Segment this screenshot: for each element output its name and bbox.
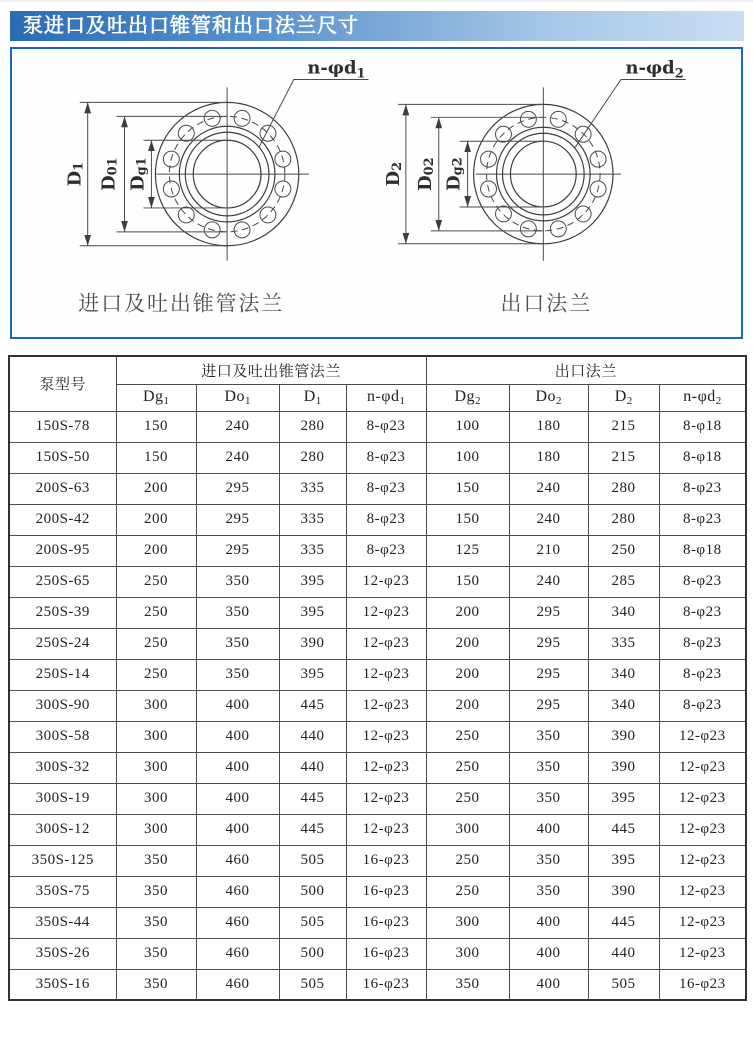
table-row <box>9 814 746 845</box>
dimension-value-cell: 350 <box>116 876 196 907</box>
dimension-value-cell: 12-φ23 <box>659 721 746 752</box>
pump-model-cell: 200S-95 <box>9 535 116 566</box>
table-row <box>9 442 746 473</box>
dimension-value-cell: 16-φ23 <box>346 845 426 876</box>
page-title: 泵进口及吐出口锥管和出口法兰尺寸 <box>23 15 359 37</box>
dimension-value-cell: 8-φ23 <box>346 473 426 504</box>
dimension-value-cell: 280 <box>279 411 346 442</box>
dimension-value-cell: 400 <box>509 907 588 938</box>
pump-model-cell: 250S-39 <box>9 597 116 628</box>
dimension-value-cell: 240 <box>509 473 588 504</box>
dimension-value-cell: 240 <box>509 504 588 535</box>
table-row <box>9 566 746 597</box>
table-row <box>9 752 746 783</box>
dimension-value-cell: 250 <box>116 597 196 628</box>
dimension-value-cell: 350 <box>116 938 196 969</box>
dimension-value-cell: 395 <box>279 659 346 690</box>
dimension-value-cell: 200 <box>426 628 509 659</box>
dimension-value-cell: 335 <box>588 628 659 659</box>
dimension-value-cell: 460 <box>196 969 279 1000</box>
dimension-value-cell: 8-φ18 <box>659 411 746 442</box>
table-body <box>9 411 746 1000</box>
outlet-flange-drawing <box>377 49 742 337</box>
dimension-value-cell: 505 <box>279 969 346 1000</box>
dimension-value-cell: 210 <box>509 535 588 566</box>
dimension-value-cell: 350 <box>509 721 588 752</box>
dimension-value-cell: 12-φ23 <box>659 752 746 783</box>
bolt-holes-label: $n-\varphi d_2$ <box>625 57 684 82</box>
dimension-value-cell: 300 <box>116 814 196 845</box>
page-title-bar <box>10 11 744 41</box>
dimension-value-cell: 440 <box>279 721 346 752</box>
dimension-value-cell: 460 <box>196 845 279 876</box>
pump-model-cell: 300S-58 <box>9 721 116 752</box>
dimension-value-cell: 250 <box>116 628 196 659</box>
dimension-value-cell: 12-φ23 <box>659 783 746 814</box>
dimension-value-cell: 295 <box>509 597 588 628</box>
dimension-value-cell: 250 <box>426 845 509 876</box>
dimension-value-cell: 440 <box>279 752 346 783</box>
dimension-value-cell: 200 <box>426 690 509 721</box>
dimension-value-cell: 8-φ23 <box>659 504 746 535</box>
table-row <box>9 721 746 752</box>
pump-model-cell: 350S-16 <box>9 969 116 1000</box>
dimension-value-cell: 8-φ23 <box>346 411 426 442</box>
col-header-n-d2: $n-\varphi d_2$ <box>659 384 746 411</box>
dimension-value-cell: 8-φ23 <box>659 473 746 504</box>
dimension-value-cell: 280 <box>588 473 659 504</box>
dimension-value-cell: 350 <box>509 752 588 783</box>
table-row <box>9 659 746 690</box>
dimension-value-cell: 335 <box>279 535 346 566</box>
dimension-value-cell: 350 <box>196 566 279 597</box>
dimension-value-cell: 150 <box>116 442 196 473</box>
pump-model-cell: 200S-42 <box>9 504 116 535</box>
dimension-value-cell: 350 <box>116 907 196 938</box>
dimension-value-cell: 395 <box>588 783 659 814</box>
dimension-value-cell: 390 <box>588 721 659 752</box>
pump-model-cell: 350S-125 <box>9 845 116 876</box>
dimension-value-cell: 240 <box>196 442 279 473</box>
bolt-holes-leader-line <box>575 79 686 147</box>
dimension-value-cell: 285 <box>588 566 659 597</box>
dimension-value-cell: 350 <box>426 969 509 1000</box>
dimension-value-cell: 12-φ23 <box>346 721 426 752</box>
dimension-value-cell: 400 <box>196 690 279 721</box>
dimension-value-cell: 505 <box>279 845 346 876</box>
dimension-value-cell: 335 <box>279 473 346 504</box>
dimension-value-cell: 150 <box>116 411 196 442</box>
table-row <box>9 969 746 1000</box>
dimension-value-cell: 295 <box>509 659 588 690</box>
dimension-value-cell: 350 <box>196 659 279 690</box>
dimension-value-cell: 12-φ23 <box>659 814 746 845</box>
col-header-pump-model: 泵型号 <box>9 356 116 411</box>
dimension-value-cell: 505 <box>588 969 659 1000</box>
dimension-value-cell: 500 <box>279 876 346 907</box>
dimension-value-cell: 12-φ23 <box>346 814 426 845</box>
group-header-inlet-flange: 进口及吐出锥管法兰 <box>116 356 426 384</box>
dimension-value-cell: 295 <box>509 628 588 659</box>
dimension-value-cell: 100 <box>426 442 509 473</box>
dimension-value-cell: 200 <box>116 535 196 566</box>
dimension-value-cell: 8-φ18 <box>659 535 746 566</box>
group-header-outlet-flange: 出口法兰 <box>426 356 746 384</box>
pump-model-cell: 350S-75 <box>9 876 116 907</box>
table-row <box>9 535 746 566</box>
dim-label-d2: $D_2$ <box>381 161 404 187</box>
dimension-value-cell: 400 <box>196 783 279 814</box>
dimension-value-cell: 350 <box>509 876 588 907</box>
dimension-value-cell: 350 <box>196 597 279 628</box>
col-header-d1: $D_1$ <box>279 384 346 411</box>
dimension-value-cell: 295 <box>196 535 279 566</box>
dimension-value-cell: 400 <box>196 752 279 783</box>
dimension-value-cell: 12-φ23 <box>346 597 426 628</box>
dimension-value-cell: 12-φ23 <box>346 783 426 814</box>
table-row <box>9 938 746 969</box>
dimension-value-cell: 350 <box>116 969 196 1000</box>
dimension-value-cell: 12-φ23 <box>346 659 426 690</box>
dimension-value-cell: 400 <box>509 938 588 969</box>
pump-model-cell: 200S-63 <box>9 473 116 504</box>
pump-model-cell: 250S-14 <box>9 659 116 690</box>
table-row <box>9 876 746 907</box>
dimension-value-cell: 350 <box>196 628 279 659</box>
pump-model-cell: 300S-12 <box>9 814 116 845</box>
dimension-value-cell: 280 <box>279 442 346 473</box>
dimension-value-cell: 300 <box>426 907 509 938</box>
dimension-value-cell: 240 <box>509 566 588 597</box>
dimension-value-cell: 300 <box>116 752 196 783</box>
dimension-value-cell: 200 <box>426 597 509 628</box>
dimension-value-cell: 280 <box>588 504 659 535</box>
pump-model-cell: 350S-26 <box>9 938 116 969</box>
dimension-value-cell: 350 <box>116 845 196 876</box>
dimension-value-cell: 12-φ23 <box>346 690 426 721</box>
dimension-value-cell: 215 <box>588 442 659 473</box>
dimension-value-cell: 250 <box>116 659 196 690</box>
dimension-value-cell: 16-φ23 <box>346 969 426 1000</box>
dimension-value-cell: 16-φ23 <box>659 969 746 1000</box>
dimension-value-cell: 395 <box>279 597 346 628</box>
table-row <box>9 411 746 442</box>
table-row <box>9 907 746 938</box>
dimension-value-cell: 12-φ23 <box>659 938 746 969</box>
col-header-d02: $Do_2$ <box>509 384 588 411</box>
table-row <box>9 690 746 721</box>
dimension-value-cell: 8-φ23 <box>659 566 746 597</box>
dimension-value-cell: 300 <box>116 690 196 721</box>
dimension-value-cell: 400 <box>196 721 279 752</box>
pump-model-cell: 150S-50 <box>9 442 116 473</box>
dimension-value-cell: 395 <box>588 845 659 876</box>
dimension-value-cell: 180 <box>509 442 588 473</box>
dimension-value-cell: 250 <box>426 876 509 907</box>
dimension-value-cell: 250 <box>116 566 196 597</box>
dimension-value-cell: 300 <box>116 783 196 814</box>
dimension-value-cell: 445 <box>588 907 659 938</box>
dimension-value-cell: 215 <box>588 411 659 442</box>
dimension-value-cell: 200 <box>426 659 509 690</box>
pump-model-cell: 250S-65 <box>9 566 116 597</box>
dimension-value-cell: 200 <box>116 473 196 504</box>
dimension-value-cell: 180 <box>509 411 588 442</box>
dimension-value-cell: 460 <box>196 876 279 907</box>
flange-dimensions-table <box>8 355 747 1001</box>
table-row <box>9 628 746 659</box>
dimension-value-cell: 8-φ23 <box>659 690 746 721</box>
dimension-value-cell: 390 <box>588 876 659 907</box>
dimension-value-cell: 8-φ23 <box>346 442 426 473</box>
dimension-value-cell: 100 <box>426 411 509 442</box>
col-header-n-d1: $n-\varphi d_1$ <box>346 384 426 411</box>
dimension-value-cell: 12-φ23 <box>659 876 746 907</box>
pump-model-cell: 300S-19 <box>9 783 116 814</box>
dim-label-dg2: $D_{g2}$ <box>442 157 465 191</box>
col-header-d01: $Do_1$ <box>196 384 279 411</box>
dimension-value-cell: 390 <box>279 628 346 659</box>
dimension-value-cell: 295 <box>196 504 279 535</box>
dim-label-dg1: $D_{g1}$ <box>126 157 149 191</box>
dimension-value-cell: 295 <box>196 473 279 504</box>
pump-model-cell: 300S-90 <box>9 690 116 721</box>
dimension-value-cell: 335 <box>279 504 346 535</box>
dimension-value-cell: 8-φ23 <box>659 628 746 659</box>
dimension-value-cell: 445 <box>279 783 346 814</box>
dimension-value-cell: 200 <box>116 504 196 535</box>
dimension-value-cell: 150 <box>426 504 509 535</box>
inlet-flange-drawing <box>12 49 377 337</box>
dimension-value-cell: 125 <box>426 535 509 566</box>
dimension-value-cell: 150 <box>426 473 509 504</box>
dimension-value-cell: 8-φ18 <box>659 442 746 473</box>
dimension-value-cell: 350 <box>509 783 588 814</box>
dimension-value-cell: 440 <box>588 938 659 969</box>
dimension-value-cell: 250 <box>426 721 509 752</box>
dimension-value-cell: 400 <box>196 814 279 845</box>
dimension-value-cell: 16-φ23 <box>346 876 426 907</box>
dimension-value-cell: 340 <box>588 659 659 690</box>
dimension-value-cell: 340 <box>588 690 659 721</box>
col-header-d2: $D_2$ <box>588 384 659 411</box>
table-row <box>9 783 746 814</box>
dimension-value-cell: 295 <box>509 690 588 721</box>
dimension-value-cell: 400 <box>509 814 588 845</box>
col-header-dg2: $Dg_2$ <box>426 384 509 411</box>
dimension-value-cell: 395 <box>279 566 346 597</box>
table-row <box>9 845 746 876</box>
outlet-flange-caption: 出口法兰 <box>500 292 592 316</box>
dimension-value-cell: 460 <box>196 907 279 938</box>
dimension-value-cell: 12-φ23 <box>346 752 426 783</box>
dimension-value-cell: 445 <box>279 690 346 721</box>
dimension-value-cell: 460 <box>196 938 279 969</box>
dimension-value-cell: 240 <box>196 411 279 442</box>
dimension-value-cell: 16-φ23 <box>346 938 426 969</box>
dimension-value-cell: 350 <box>509 845 588 876</box>
dim-label-d01: $D_{01}$ <box>98 157 121 191</box>
dimension-value-cell: 400 <box>509 969 588 1000</box>
dimension-value-cell: 8-φ23 <box>346 504 426 535</box>
dimension-value-cell: 500 <box>279 938 346 969</box>
table-row <box>9 473 746 504</box>
dimension-value-cell: 300 <box>426 938 509 969</box>
dimension-value-cell: 12-φ23 <box>346 628 426 659</box>
dimension-value-cell: 445 <box>588 814 659 845</box>
dim-label-d02: $D_{02}$ <box>413 157 436 191</box>
dimension-value-cell: 445 <box>279 814 346 845</box>
dimension-value-cell: 300 <box>426 814 509 845</box>
pump-model-cell: 350S-44 <box>9 907 116 938</box>
dimension-value-cell: 390 <box>588 752 659 783</box>
pump-model-cell: 150S-78 <box>9 411 116 442</box>
dimension-value-cell: 340 <box>588 597 659 628</box>
dimension-value-cell: 12-φ23 <box>346 566 426 597</box>
dimension-value-cell: 8-φ23 <box>346 535 426 566</box>
dimension-value-cell: 12-φ23 <box>659 845 746 876</box>
dimension-value-cell: 250 <box>588 535 659 566</box>
dimension-value-cell: 300 <box>116 721 196 752</box>
table-row <box>9 504 746 535</box>
col-header-dg1: $Dg_1$ <box>116 384 196 411</box>
dimension-value-cell: 8-φ23 <box>659 659 746 690</box>
flange-diagrams-panel <box>10 47 743 339</box>
dimension-value-cell: 150 <box>426 566 509 597</box>
bolt-holes-label: $n-\varphi d_1$ <box>307 57 366 82</box>
dimension-value-cell: 250 <box>426 783 509 814</box>
dim-label-d1: $D_1$ <box>64 161 87 187</box>
dimension-value-cell: 12-φ23 <box>659 907 746 938</box>
inlet-flange-caption: 进口及吐出锥管法兰 <box>78 292 285 316</box>
dimension-value-cell: 16-φ23 <box>346 907 426 938</box>
pump-model-cell: 250S-24 <box>9 628 116 659</box>
pump-model-cell: 300S-32 <box>9 752 116 783</box>
table-row <box>9 597 746 628</box>
dimension-value-cell: 505 <box>279 907 346 938</box>
dimension-value-cell: 250 <box>426 752 509 783</box>
dimension-value-cell: 8-φ23 <box>659 597 746 628</box>
